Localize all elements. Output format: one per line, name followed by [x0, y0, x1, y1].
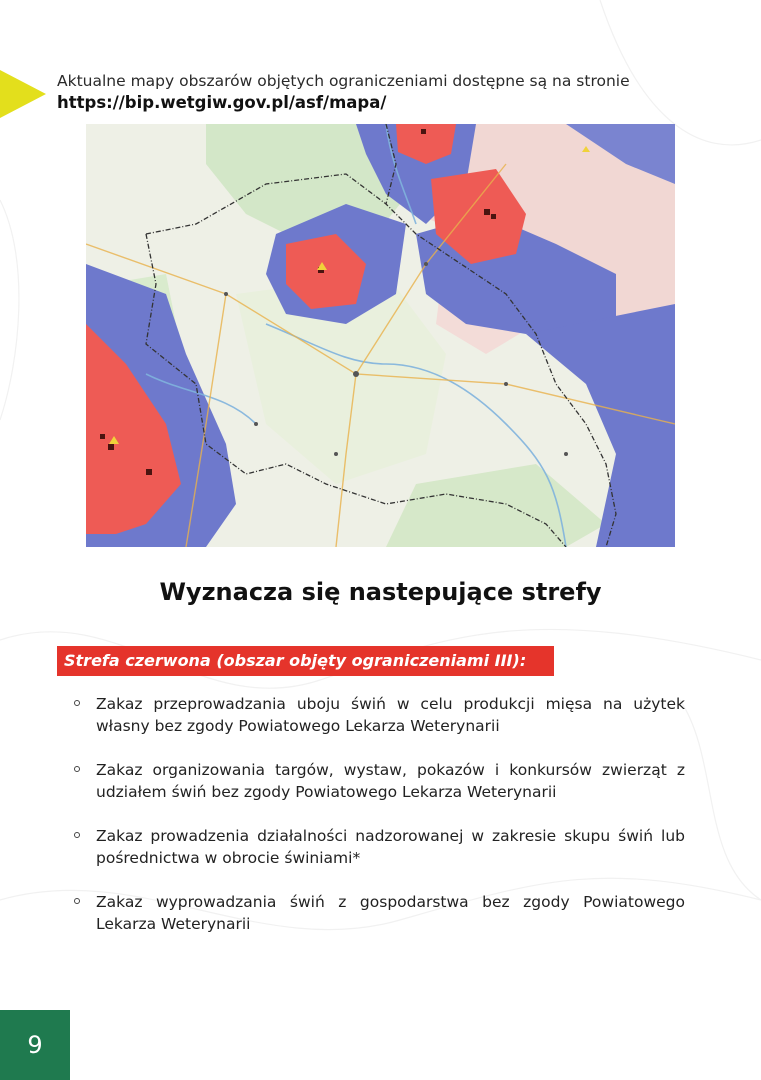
asf-map-link[interactable]: https://bip.wetgiw.gov.pl/asf/mapa/: [57, 93, 387, 112]
bullet-circle-icon: [74, 832, 80, 838]
list-item-text: Zakaz organizowania targów, wystaw, pokazów i konkursów zwierząt z udziałem świń bez zgody Powiatowego Lekarza Weterynarii: [96, 761, 685, 801]
intro-sentence: Aktualne mapy obszarów objętych ograniczeniami dostępne są na stronie: [57, 72, 630, 90]
list-item-text: Zakaz przeprowadzania uboju świń w celu produkcji mięsa na użytek własny bez zgody Powiatowego Lekarza Weterynarii: [96, 695, 685, 735]
intro-text: [57, 71, 717, 113]
bullet-circle-icon: [74, 766, 80, 772]
bullet-circle-icon: [74, 700, 80, 706]
red-zone-label: Strefa czerwona (obszar objęty ograniczeniami III):: [57, 646, 554, 676]
asf-zones-map: [86, 124, 675, 547]
list-item: [72, 759, 685, 803]
list-item-text: Zakaz prowadzenia działalności nadzorowanej w zakresie skupu świń lub pośrednictwa w obrocie świniami*: [96, 827, 685, 867]
list-item: [72, 825, 685, 869]
list-item-text: Zakaz wyprowadzania świń z gospodarstwa bez zgody Powiatowego Lekarza Weterynarii: [96, 893, 685, 933]
bullet-circle-icon: [74, 898, 80, 904]
page-number: 9: [0, 1010, 70, 1080]
yellow-arrow-marker: [0, 70, 46, 118]
list-item: [72, 693, 685, 737]
list-item: [72, 891, 685, 935]
section-heading: Wyznacza się nastepujące strefy: [159, 578, 602, 606]
restrictions-list: [72, 693, 685, 935]
